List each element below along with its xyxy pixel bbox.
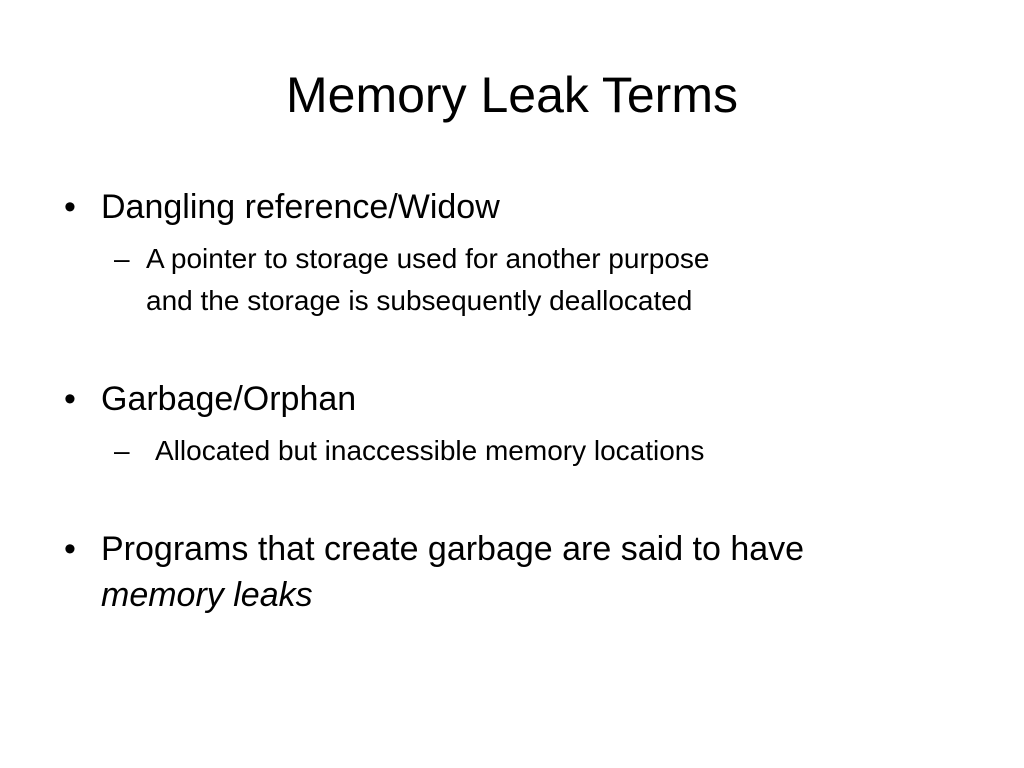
bullet-dot-icon: • (64, 188, 76, 226)
sub-text-line: Allocated but inaccessible memory locations (155, 435, 705, 466)
dash-icon: – (114, 243, 130, 274)
bullet-text: Dangling reference/Widow (101, 188, 500, 226)
bullet-item-garbage-orphan (62, 376, 982, 422)
bullet-item-dangling-reference (62, 184, 982, 230)
bullet-text-line: Programs that create garbage are said to have (101, 530, 805, 568)
slide-content (62, 184, 982, 618)
slide-title: Memory Leak Terms (286, 67, 738, 123)
bullet-dot-icon: • (64, 380, 76, 418)
bullet-emphasis-text: memory leaks (101, 576, 313, 614)
bullet-item-memory-leaks (62, 526, 982, 618)
sub-text-line: A pointer to storage used for another purpose (146, 243, 710, 274)
sub-item-dangling-definition (62, 238, 982, 322)
sub-text-line: and the storage is subsequently deallocated (146, 285, 693, 316)
dash-icon: – (114, 435, 130, 466)
bullet-text: Garbage/Orphan (101, 380, 357, 418)
sub-item-garbage-definition (62, 430, 982, 472)
bullet-dot-icon: • (64, 530, 76, 568)
